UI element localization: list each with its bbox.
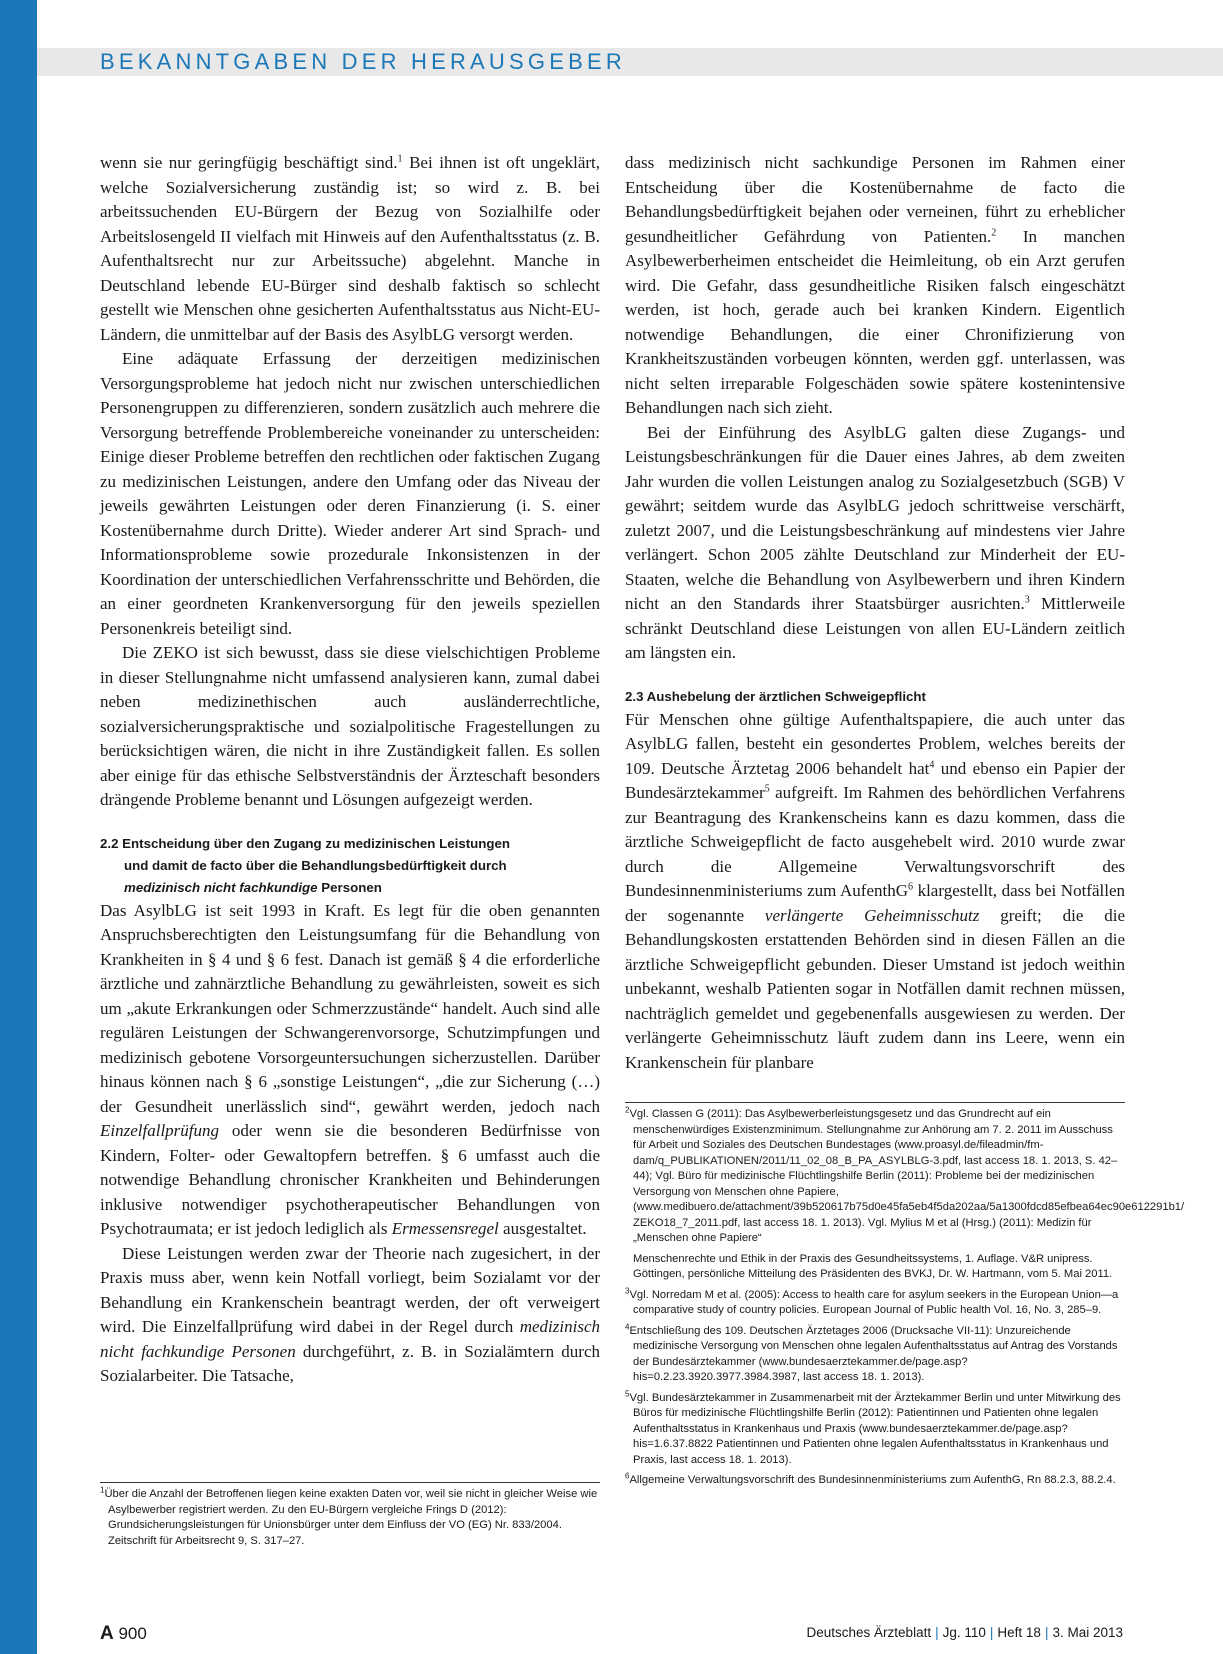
page-number: A 900 [100, 1623, 147, 1644]
journal-name: Deutsches Ärzteblatt [806, 1625, 932, 1640]
left-column [100, 151, 600, 1389]
footnote: $^4$Entschließung des 109. Deutschen Ärztetages 2006 (Drucksache VII-11): Unzureichende medizinische Versorgung von Menschen ohne legalen Aufenthaltsstatus auf Antrag des Vorstands der Bundesärztekammer (www.bundesaerztekammer.de/page.asp?his=0.2.23.3920.3977.3984.3987, last access 18. 1. 2013). [625, 1321, 1118, 1383]
separator: | [989, 1625, 994, 1640]
footnote-ref[interactable]: 3 [1024, 594, 1030, 606]
footnote: $^2$Vgl. Classen G (2011): Das Asylbewerberleistungsgesetz und das Grundrecht auf ein menschenwürdiges Existenzminimum. Stellungnahme zur Anhörung am 7. 2. 2011 im Ausschuss für Arbeit und Soziales des Deutschen Bundestages (www.proasyl.de/fileadmin/fm-dam/q_PUBLIKATIONEN/2011/11_02_08_B_PA_ASYLBLG-3.pdf, last access 18. 1. 2013, S. 42–44); Vgl. Büro für medizinische Flüchtlingshilfe Berlin (2011): Probleme bei der medizinischen Versorgung von Menschen ohne Papiere, (www.medibuero.de/attachment/39b520617b75d0e45fa5eb4f5da202aa/5a1300fdcd85efbea64ec90e612291b1/ ZEKO18_7_2011.pdf, last access 18. 1. 2013). Vgl. Mylius M et al (Hrsg.) (2011): Medizin für „Menschen ohne Papiere“ [625, 1105, 1185, 1244]
section-heading-2-2: 2.2 Entscheidung über den Zugang zu medizinischen Leistungen und damit de facto über die Behandlungsbedürftigkeit durch medizinisch nicht fachkundige Personen [100, 835, 511, 895]
issue: Heft 18 [997, 1625, 1041, 1640]
issue-date: 3. Mai 2013 [1052, 1625, 1123, 1640]
volume: Jg. 110 [942, 1625, 986, 1640]
footnote: $^3$Vgl. Norredam M et al. (2005): Access to health care for asylum seekers in the European Union—a comparative study of country policies. European Journal of Public health Vol. 16, No. 3, 285–9. [625, 1285, 1119, 1316]
footnote: $^6$Allgemeine Verwaltungsvorschrift des Bundesinnenministeriums zum AufenthG, Rn 88.2.3, 88.2.4. [625, 1471, 1116, 1486]
footnote: $^5$Vgl. Bundesärztekammer in Zusammenarbeit mit der Ärztekammer Berlin und unter Mitwirkung des Büros für medizinische Flüchtlingshilfe Berlin (2012): Patientinnen und Patienten ohne legalen Aufenthaltsstatus in Krankenhaus und Praxis (www.bundesaerztekammer.de/page.asp?his=1.6.37.8822 Patientinnen und Patienten ohne legalen Aufenthaltsstatus in Krankenhaus und Praxis, last access 18. 1. 2013). [625, 1388, 1121, 1466]
footnote-ref[interactable]: 5 [764, 783, 770, 795]
footnote-ref[interactable]: 4 [929, 758, 935, 770]
footnote-ref[interactable]: 2 [991, 226, 997, 238]
section-heading-2-3: 2.3 Aushebelung der ärztlichen Schweigepflicht [625, 688, 926, 704]
paragraph: Eine adäquate Erfassung der derzeitigen medizinischen Versorgungsprobleme hat jedoch nicht nur zwischen unterschiedlichen Personengruppen zu differenzieren, sondern zusätzlich auch mehrere die Versorgung betreffende Problembereiche voneinander zu unterscheiden: Einige dieser Probleme betreffen den rechtlichen oder faktischen Zugang zu medizinischen Leistungen, andere den Umfang oder das Niveau der jeweils gewährten Leistungen oder deren Finanzierung (i. S. einer Kostenübernahme durch Dritte). Wieder anderer Art sind Sprach- und Informationsprobleme sowie prozedurale Inkonsistenzen in der Koordination der unterschiedlichen Verfahrensschritte und Behörden, die an einer geordneten Krankenversorgung für den jeweils speziellen Personenkreis beteiligt sind. [100, 349, 600, 638]
separator: | [1044, 1625, 1049, 1640]
section-header-title: BEKANNTGABEN DER HERAUSGEBER [100, 49, 626, 74]
paragraph: Für Menschen ohne gültige Aufenthaltspapiere, die auch unter das AsylbLG fallen, besteht ein gesondertes Problem, welches bereits der 109. Deutsche Ärztetag 2006 behandelt hat$^4$ und ebenso ein Papier der Bundesärztekammer$^5$ aufgreift. Im Rahmen des behördlichen Verfahrens zur Beantragung des Krankenscheins kann es dazu kommen, dass die ärztliche Schweigepflicht de facto ausgehebelt wird. 2010 wurde zwar durch die Allgemeine Verwaltungsvorschrift des Bundesinnenministeriums zum AufenthG$^6$ klargestellt, dass bei Notfällen der sogenannte verlängerte Geheimnisschutz greift; die die Behandlungskosten erstattenden Behörden sind in diesen Fällen an die ärztliche Schweigepflicht gebunden. Dieser Umstand ist jedoch weithin unbekannt, weshalb Patienten sogar in Notfällen damit rechnen müssen, nachträglich gemeldet und gegebenenfalls ausgewiesen zu werden. Der verlängerte Geheimnisschutz läuft zudem dann ins Leere, wenn ein Krankenschein für planbare [625, 709, 1125, 1072]
paragraph: Die ZEKO ist sich bewusst, dass sie diese vielschichtigen Probleme in dieser Stellungnahme nicht umfassend analysieren kann, zumal dabei neben medizinethischen auch ausländerrechtliche, sozialversicherungspraktische und sozialpolitische Fragestellungen zu berücksichtigen wären, die nicht in ihre Zuständigkeit fallen. Es sollen aber einige für das ethische Selbstverständnis der Ärzteschaft besonders drängende Probleme benannt und Lösungen aufgezeigt werden. [100, 643, 600, 809]
footnote-ref[interactable]: 6 [908, 881, 913, 893]
paragraph: dass medizinisch nicht sachkundige Personen im Rahmen einer Entscheidung über die Kostenübernahme de facto die Behandlungsbedürftigkeit bejahen oder verneinen, führt zu erheblicher gesundheitlicher Gefährdung von Patienten.$^2$ In manchen Asylbewerberheimen entscheidet die Heimleitung, ob ein Arzt gerufen wird. Die Gefahr, dass gesundheitliche Risiken falsch eingeschätzt werden, ist hoch, gerade auch bei kranken Kindern. Eigentlich notwendige Behandlungen, die einer Chronifizierung von Krankheitszuständen vorbeugen könnten, werden ggf. unterlassen, was nicht selten irreparable Folgeschäden sowie spätere kostenintensive Behandlungen nach sich zieht. [625, 153, 1125, 417]
paragraph: wenn sie nur geringfügig beschäftigt sind.$^1$ Bei ihnen ist oft ungeklärt, welche Sozialversicherung zuständig ist; so wird z. B. bei arbeitssuchenden EU-Bürgern der Bezug von Sozialhilfe oder Arbeitslosengeld II vielfach mit Hinweis auf den Aufenthaltsstatus (z. B. Aufenthaltsrecht nur zur Arbeitssuche) abgelehnt. Manche in Deutschland lebende EU-Bürger sind deshalb faktisch so schlecht gestellt wie Menschen ohne gesicherten Aufenthaltsstatus aus Nicht-EU-Ländern, die unmittelbar auf der Basis des AsylbLG versorgt werden. [100, 153, 600, 344]
footnotes-right [625, 1102, 1185, 1494]
footnote-ref[interactable]: 1 [397, 153, 403, 165]
paragraph: Diese Leistungen werden zwar der Theorie nach zugesichert, in der Praxis muss aber, wenn kein Notfall vorliegt, beim Sozialamt vor der Behandlung ein Krankenschein beantragt werden, der oft verweigert wird. Die Einzelfallprüfung wird dabei in der Regel durch medizinisch nicht fachkundige Personen durchgeführt, z. B. in Sozialämtern durch Sozialarbeiter. Die Tatsache, [100, 1243, 600, 1385]
journal-info [807, 1625, 1123, 1640]
footnotes-left [100, 1482, 600, 1554]
paragraph: Bei der Einführung des AsylbLG galten diese Zugangs- und Leistungsbeschränkungen für die Dauer eines Jahres, ab dem zweiten Jahr wurden die vollen Leistungen analog zu Sozialgesetzbuch (SGB) V gewährt; seitdem wurde das AsylbLG jedoch schrittweise verschärft, zuletzt 2007, und die Leistungsbeschränkung auf mindestens vier Jahre verlängert. Schon 2005 zählte Deutschland zur Minderheit der EU-Staaten, welche die Behandlung von Asylbewerbern und ihren Kindern nicht an den Standards ihrer Staatsbürger ausrichten.$^3$ Mittlerweile schränkt Deutschland diese Leistungen von allen EU-Ländern zeitlich am längsten ein. [625, 422, 1126, 662]
separator: | [935, 1625, 939, 1640]
side-accent-bar [0, 0, 37, 1654]
paragraph: Das AsylbLG ist seit 1993 in Kraft. Es legt für die oben genannten Anspruchsberechtigten den Leistungsumfang für die Behandlung von Krankheiten in § 4 und § 6 fest. Danach ist gemäß § 4 die erforderliche ärztliche und zahnärztliche Behandlung zu gewährleisten, soweit es sich um „akute Erkrankungen oder Schmerzzustände“ handelt. Auch sind alle regulären Leistungen der Schwangerenvorsorge, Schutzimpfungen und medizinisch gebotene Vorsorgeuntersuchungen sicherzustellen. Darüber hinaus können nach § 6 „sonstige Leistungen“, „die zur Sicherung (…) der Gesundheit unerlässlich sind“, gewährt werden, jedoch nach Einzelfallprüfung oder wenn sie die besonderen Bedürfnisse von Kindern, Folter- oder Gewaltopfern betreffen. § 6 umfasst auch die notwendige Behandlung chronischer Krankheiten und Behinderungen inklusive notwendiger psychotherapeutischer Behandlungen von Psychotraumata; er ist jedoch lediglich als Ermessensregel ausgestaltet. [100, 900, 600, 1238]
footnote-continuation: Menschenrechte und Ethik in der Praxis des Gesundheitssystems, 1. Auflage. V&R unipress. Göttingen, persönliche Mitteilung des Präsidenten des BVKJ, Dr. W. Hartmann, vom 5. Mai 2011. [633, 1252, 1113, 1280]
right-column [625, 151, 1125, 1075]
footnote: $^1$Über die Anzahl der Betroffenen liegen keine exakten Daten vor, weil sie nicht in gleicher Weise wie Asylbewerber registriert werden. Zu den EU-Bürgern vergleiche Frings D (2012): Grundsicherungsleistungen für Unionsbürger unter dem Einfluss der VO (EG) Nr. 833/2004. Zeitschrift für Arbeitsrecht 9, S. 317–27. [100, 1485, 598, 1547]
